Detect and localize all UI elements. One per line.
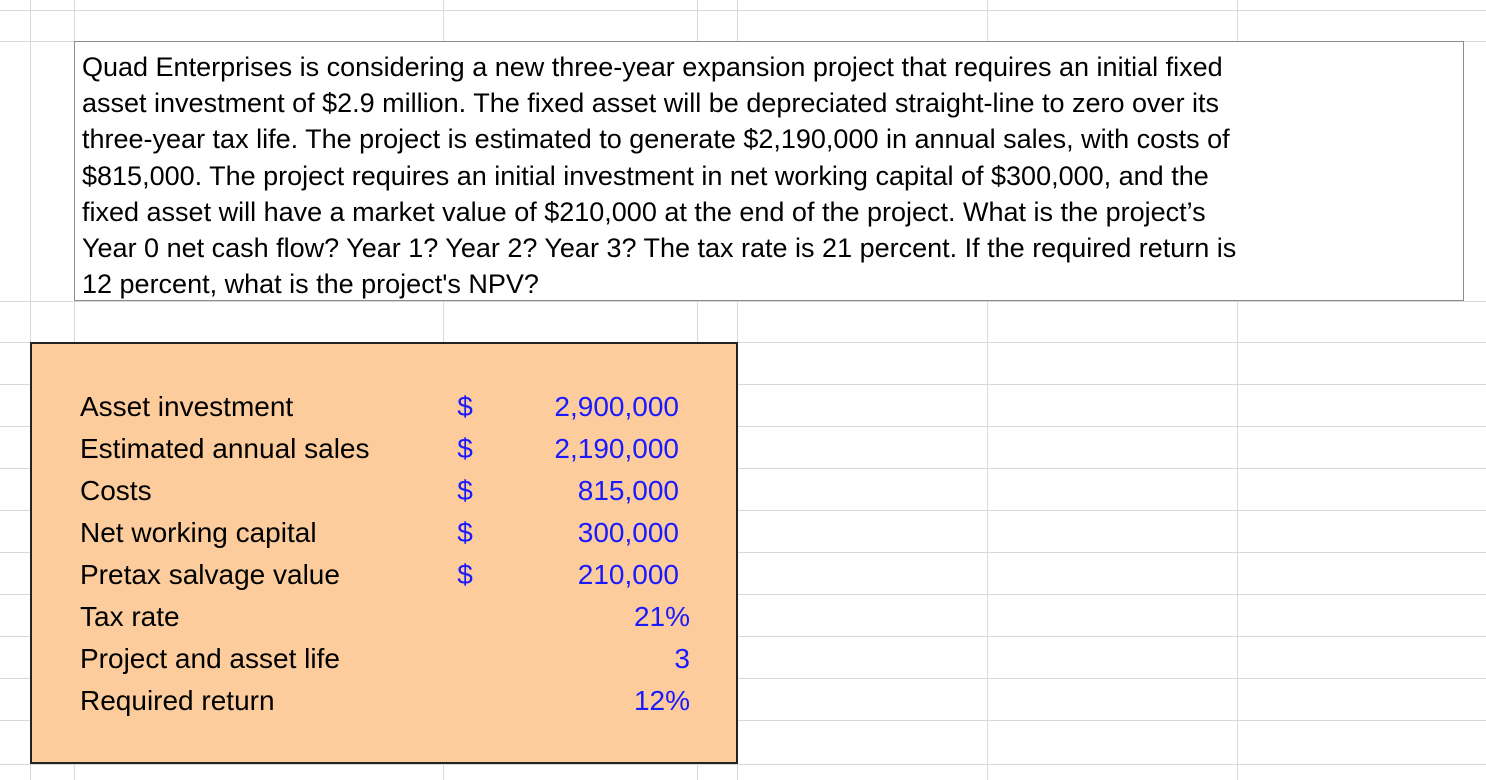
input-label: Costs — [80, 475, 152, 506]
input-value[interactable]: 300,000 — [577, 517, 679, 548]
input-row-pretax-salvage-value[interactable] — [0, 554, 1486, 596]
input-row-required-return[interactable] — [0, 680, 1486, 722]
currency-symbol: $ — [457, 517, 473, 548]
input-value[interactable]: 2,190,000 — [554, 433, 679, 464]
currency-symbol: $ — [457, 433, 473, 464]
grid-row-line — [0, 764, 1486, 765]
input-value[interactable]: 21% — [633, 601, 690, 632]
input-value[interactable]: 815,000 — [577, 475, 679, 506]
input-row-net-working-capital[interactable] — [0, 512, 1486, 554]
input-label: Tax rate — [80, 601, 180, 632]
input-value[interactable]: 12% — [633, 685, 690, 716]
input-row-tax-rate[interactable] — [0, 596, 1486, 638]
input-value[interactable]: 210,000 — [577, 559, 679, 590]
input-value[interactable]: 3 — [674, 643, 690, 674]
currency-symbol: $ — [457, 475, 473, 506]
currency-symbol: $ — [457, 559, 473, 590]
input-row-project-and-asset-life[interactable] — [0, 638, 1486, 680]
input-label: Pretax salvage value — [80, 559, 340, 590]
input-row-costs[interactable] — [0, 470, 1486, 512]
input-label: Asset investment — [80, 391, 294, 422]
input-row-asset-investment[interactable] — [0, 386, 1486, 428]
currency-symbol: $ — [457, 391, 473, 422]
input-value[interactable]: 2,900,000 — [554, 391, 679, 422]
input-label: Estimated annual sales — [80, 433, 370, 464]
input-label: Project and asset life — [80, 643, 340, 674]
grid-row-line — [0, 10, 1486, 11]
input-label: Required return — [80, 685, 275, 716]
input-label: Net working capital — [80, 517, 317, 548]
problem-statement-text: Quad Enterprises is considering a new three-year expansion project that requires an initial fixed asset investment of $2.9 million. The fixed asset will be depreciated straight-line to zero over its three-year tax life. The project is estimated to generate $2,190,000 in annual sales, with costs of $815,000. The project requires an initial investment in net working capital of $300,000, and the fixed asset will have a market value of $210,000 at the end of the project. What is the project’s Year 0 net cash flow? Year 1? Year 2? Year 3? The tax rate is 21 percent. If the required return is 12 percent, what is the project's NPV? — [82, 52, 1237, 300]
input-row-estimated-annual-sales[interactable] — [0, 428, 1486, 470]
